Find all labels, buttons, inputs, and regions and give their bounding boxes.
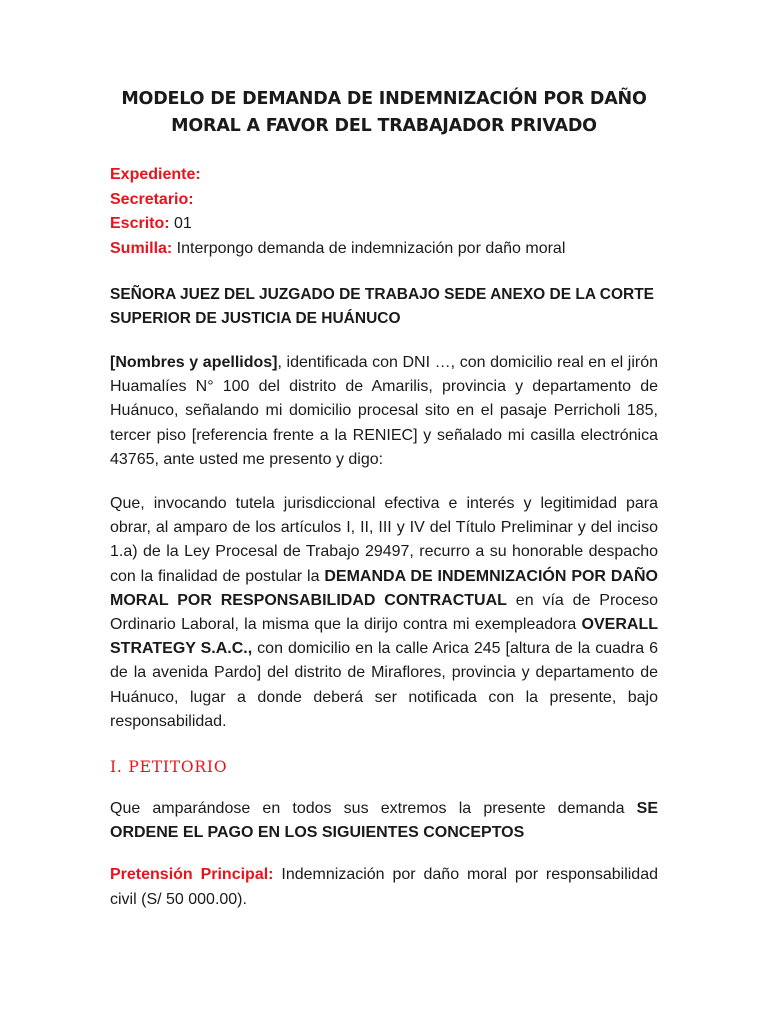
body-part-1: Que, invocando tutela jurisdiccional efectiva e interés y legitimidad para obrar, al amparo de los artículos I, II, III y IV del Título Preliminar y del inciso 1.a) de la Ley Procesal de Trabajo 29497, recurro a su honorable despacho con la finalidad de postular la — [110, 495, 658, 585]
body-part-3: con domicilio en la calle Arica 245 [altura de la cuadra 6 de la avenida Pardo] del distrito de Miraflores, provincia y departamento de Huánuco, lugar a donde deberá ser notificada con la presente, bajo responsabilidad. — [110, 640, 658, 730]
demand-type: DEMANDA DE INDEMNIZACIÓN POR DAÑO MORAL POR RESPONSABILIDAD CONTRACTUAL — [110, 567, 658, 609]
title-line-2: MORAL A FAVOR DEL TRABAJADOR PRIVADO — [171, 116, 597, 136]
defendant-name: OVERALL STRATEGY S.A.C., — [110, 616, 658, 658]
name-placeholder: [Nombres y apellidos] — [110, 354, 278, 371]
court-line-1: SEÑORA JUEZ DEL JUZGADO DE TRABAJO SEDE ANEXO DE LA CORTE — [110, 286, 654, 303]
court-line-2: SUPERIOR DE JUSTICIA DE HUÁNUCO — [110, 310, 401, 327]
pretension-text: Indemnización por daño moral por responsabilidad civil (S/ 50 000.00). — [110, 866, 658, 908]
secretario-label: Secretario: — [110, 190, 194, 208]
pretension-label: Pretensión Principal: — [110, 866, 274, 884]
pretension-paragraph — [110, 863, 658, 911]
escrito-value: 01 — [169, 215, 192, 232]
intro-text: , identificada con DNI …, con domicilio real en el jirón Huamalíes N° 100 del distrito de Amarilis, provincia y departamento de Huánuco, señalando mi domicilio procesal sito en el pasaje Perricholi 185, tercer piso [referencia frente a la RENIEC] y señalado mi casilla electrónica 43765, ante usted me presento y digo: — [110, 354, 658, 468]
document-title — [110, 86, 658, 140]
intro-paragraph — [110, 351, 658, 472]
sumilla-line — [110, 237, 658, 262]
document-page — [110, 86, 658, 928]
body-paragraph — [110, 492, 658, 734]
expediente-line — [110, 163, 658, 188]
body-part-2: en vía de Proceso Ordinario Laboral, la misma que la dirijo contra mi exempleadora — [110, 591, 658, 634]
title-line-1: MODELO DE DEMANDA DE INDEMNIZACIÓN POR DAÑO — [121, 89, 647, 109]
petitorio-text: Que amparándose en todos sus extremos la presente demanda — [110, 800, 637, 818]
petitorio-bold: SE ORDENE EL PAGO EN LOS SIGUIENTES CONCEPTOS — [110, 800, 658, 842]
secretario-line — [110, 188, 658, 213]
petitorio-paragraph — [110, 797, 658, 845]
petitorio-heading: I. PETITORIO — [110, 758, 228, 777]
expediente-label: Expediente: — [110, 166, 201, 183]
escrito-line — [110, 212, 658, 237]
sumilla-value: Interpongo demanda de indemnización por daño moral — [172, 239, 566, 257]
sumilla-label: Sumilla: — [110, 239, 173, 257]
escrito-label: Escrito: — [110, 215, 170, 232]
court-address — [110, 283, 658, 331]
case-metadata — [110, 163, 658, 261]
